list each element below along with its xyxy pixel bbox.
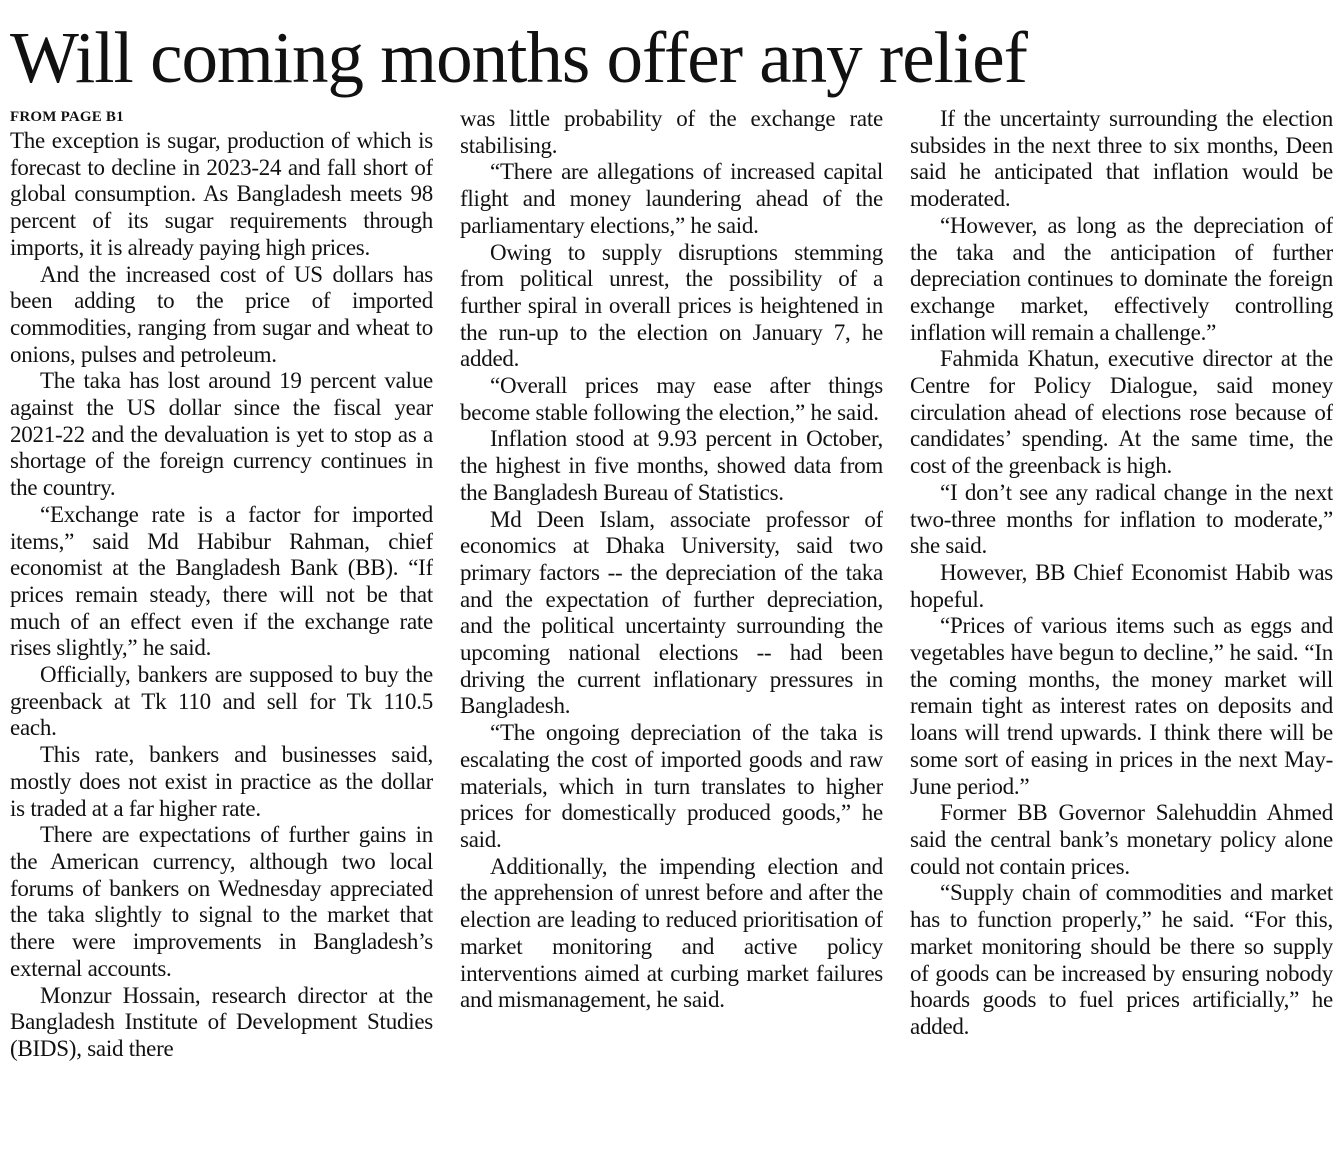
paragraph: was little probability of the exchange rate stabilising. <box>460 106 883 158</box>
article-column-3 <box>910 106 1333 1156</box>
paragraph: The taka has lost around 19 percent value against the US dollar since the fiscal year 2021-22 and the devaluation is yet to stop as a shortage of the foreign currency continues in the country. <box>10 368 433 501</box>
paragraph: Md Deen Islam, associate professor of economics at Dhaka University, said two primary factors -- the depreciation of the taka and the expectation of further depreciation, and the political uncertainty surrounding the upcoming national elections -- had been driving the current inflationary pressures in Bangladesh. <box>460 506 883 719</box>
paragraph: “The ongoing depreciation of the taka is escalating the cost of imported goods and raw materials, which in turn translates to higher prices for domestically produced goods,” he said. <box>460 720 883 852</box>
paragraph: “I don’t see any radical change in the next two-three months for inflation to moderate,” she said. <box>910 479 1333 559</box>
paragraph: “Supply chain of commodities and market has to function properly,” he said. “For this, market monitoring should be there so supply of goods can be increased by ensuring nobody hoards goods to fuel prices artificially,” he added. <box>910 880 1333 1039</box>
paragraph: “There are allegations of increased capital flight and money laundering ahead of the parliamentary elections,” he said. <box>460 159 883 238</box>
article-column-1 <box>10 106 433 1156</box>
paragraph: “Overall prices may ease after things become stable following the election,” he said. <box>460 373 883 425</box>
paragraph: If the uncertainty surrounding the election subsides in the next three to six months, Deen said he anticipated that inflation would be moderated. <box>910 106 1333 212</box>
article-column-2 <box>460 106 883 1156</box>
paragraph: The exception is sugar, production of which is forecast to decline in 2023-24 and fall short of global consumption. As Bangladesh meets 98 percent of its sugar requirements through imports, it is already paying high prices. <box>10 128 433 260</box>
paragraph: However, BB Chief Economist Habib was hopeful. <box>910 559 1333 612</box>
paragraph: There are expectations of further gains in the American currency, although two local forums of bankers on Wednesday appreciated the taka slightly to signal to the market that there were improvements in Bangladesh’s external accounts. <box>10 822 433 981</box>
paragraph: Additionally, the impending election and the apprehension of unrest before and after the election are leading to reduced prioritisation of market monitoring and active policy interventions aimed at curbing market failures and mismanagement, he said. <box>460 853 883 1013</box>
paragraph: And the increased cost of US dollars has been adding to the price of imported commodities, ranging from sugar and wheat to onions, pulses and petroleum. <box>10 261 433 367</box>
paragraph: “Exchange rate is a factor for imported items,” said Md Habibur Rahman, chief economist at the Bangladesh Bank (BB). “If prices remain steady, there will not be that much of an effect even if the exchange rate rises slightly,” he said. <box>10 501 433 661</box>
paragraph: Owing to supply disruptions stemming from political unrest, the possibility of a further spiral in overall prices is heightened in the run-up to the election on January 7, he added. <box>460 239 883 372</box>
paragraph: “Prices of various items such as eggs and vegetables have begun to decline,” he said. “In the coming months, the money market will remain tight as interest rates on deposits and loans will trend upwards. I think there will be some sort of easing in prices in the next May-June period.” <box>910 613 1333 799</box>
continued-from-label: FROM PAGE B1 <box>10 109 124 125</box>
paragraph: Fahmida Khatun, executive director at the Centre for Policy Dialogue, said money circulation ahead of elections rose because of candidates’ spending. At the same time, the cost of the greenback is high. <box>910 346 1333 479</box>
paragraph: “However, as long as the depreciation of the taka and the anticipation of further depreciation continues to dominate the foreign exchange market, effectively controlling inflation will remain a challenge.” <box>910 212 1333 345</box>
paragraph: Officially, bankers are supposed to buy the greenback at Tk 110 and sell for Tk 110.5 each. <box>10 662 433 741</box>
paragraph: Former BB Governor Salehuddin Ahmed said the central bank’s monetary policy alone could not contain prices. <box>910 800 1333 879</box>
paragraph: Monzur Hossain, research director at the Bangladesh Institute of Development Studies (BIDS), said there <box>10 982 433 1061</box>
paragraph: This rate, bankers and businesses said, mostly does not exist in practice as the dollar is traded at a far higher rate. <box>10 742 433 821</box>
paragraph: Inflation stood at 9.93 percent in October, the highest in five months, showed data from the Bangladesh Bureau of Statistics. <box>460 426 883 505</box>
headline: Will coming months offer any relief <box>10 17 1027 98</box>
